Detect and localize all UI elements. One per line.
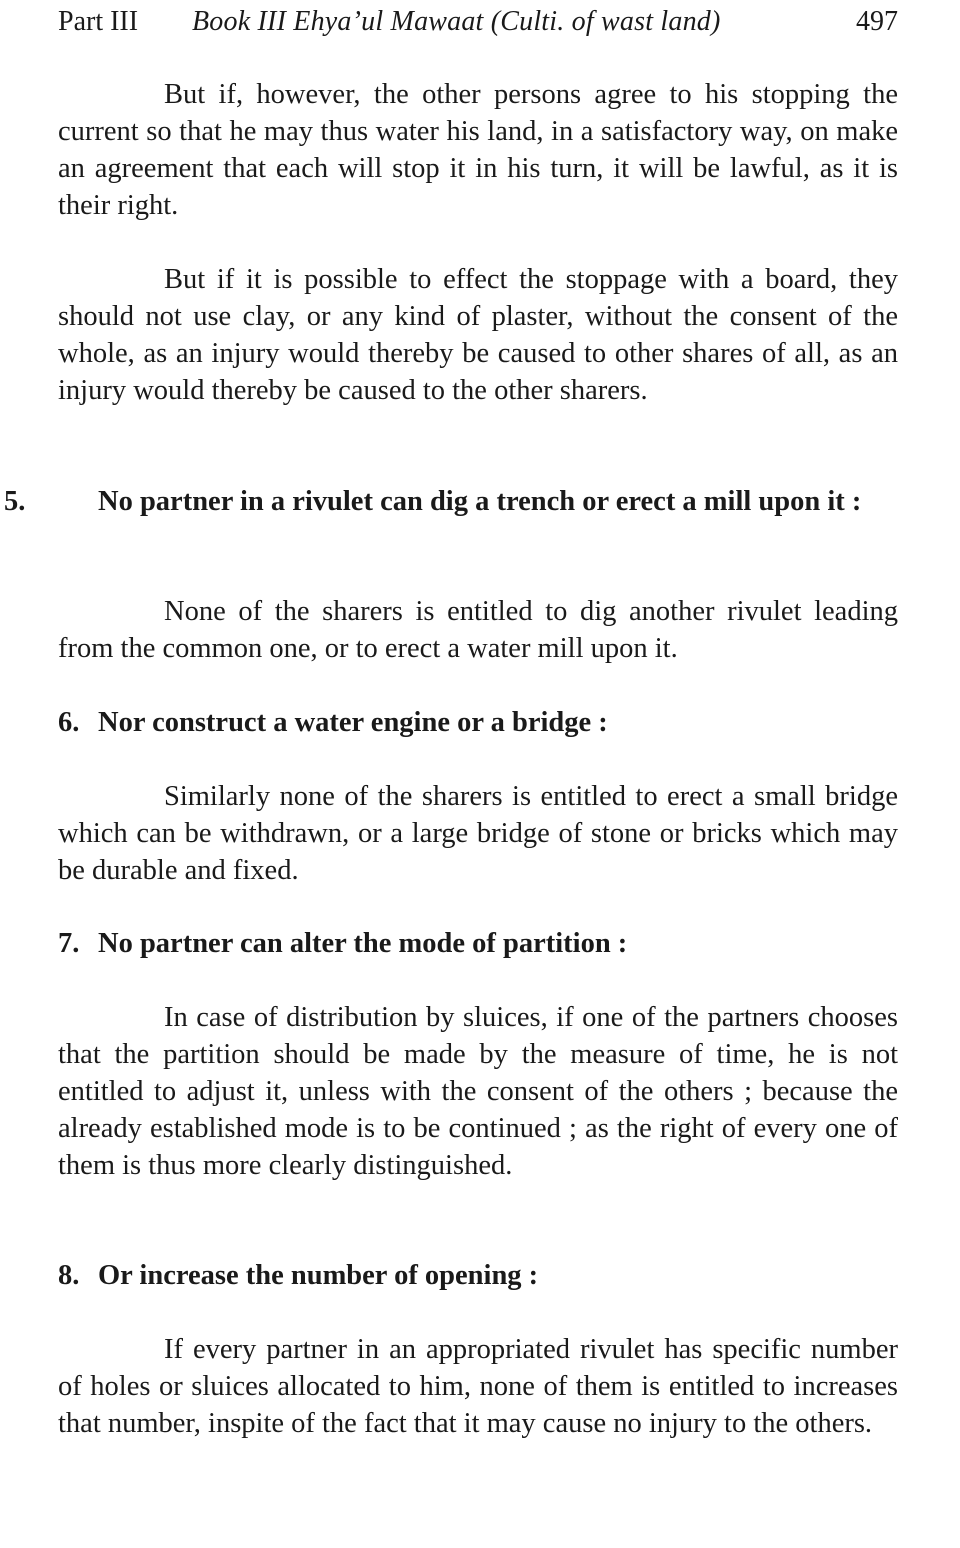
- section-6-heading: [58, 704, 898, 741]
- paragraph-agreement: But if, however, the other persons agree to his stopping the current so that he may thus water his land, in a satisfactory way, on make an agreement that each will stop it in his turn, it will be lawful, as it is their right.: [58, 79, 898, 221]
- section-7-number: 7.: [58, 928, 80, 959]
- section-6-title: Nor construct a water engine or a bridge :: [98, 707, 608, 738]
- page-number: 497: [856, 6, 898, 37]
- section-8-title: Or increase the number of opening :: [98, 1260, 539, 1291]
- header-part: Part III: [58, 6, 139, 37]
- section-5-number: 5.: [4, 486, 26, 517]
- section-6-text: Similarly none of the sharers is entitled to erect a small bridge which can be withdrawn, or a large bridge of stone or bricks which may be durable and fixed.: [58, 781, 898, 886]
- running-header: [58, 4, 898, 40]
- section-7-text: In case of distribution by sluices, if one of the partners chooses that the partition should be made by the measure of time, he is not entitled to adjust it, unless with the consent of the others ; because the already established mode is to be continued ; as the right of every one of them is thus more clearly distinguished.: [58, 1002, 898, 1181]
- section-8-text: If every partner in an appropriated rivulet has specific number of holes or sluices allocated to him, none of them is entitled to increases that number, inspite of the fact that it may cause no injury to the others.: [58, 1334, 898, 1439]
- section-5-text: None of the sharers is entitled to dig another rivulet leading from the common one, or to erect a water mill upon it.: [58, 596, 898, 664]
- section-6-number: 6.: [58, 707, 80, 738]
- section-5-title: No partner in a rivulet can dig a trench or erect a mill upon it :: [98, 486, 862, 517]
- section-8-heading: [58, 1257, 898, 1294]
- header-book-title: Book III Ehya’ul Mawaat (Culti. of wast land): [192, 6, 721, 37]
- section-8-number: 8.: [58, 1260, 80, 1291]
- section-7-heading: [58, 925, 898, 962]
- section-5-heading: [4, 483, 898, 520]
- section-7-title: No partner can alter the mode of partition :: [98, 928, 628, 959]
- paragraph-stoppage: But if it is possible to effect the stoppage with a board, they should not use clay, or any kind of plaster, without the consent of the whole, as an injury would thereby be caused to other shares of all, as an injury would thereby be caused to the other sharers.: [58, 264, 898, 406]
